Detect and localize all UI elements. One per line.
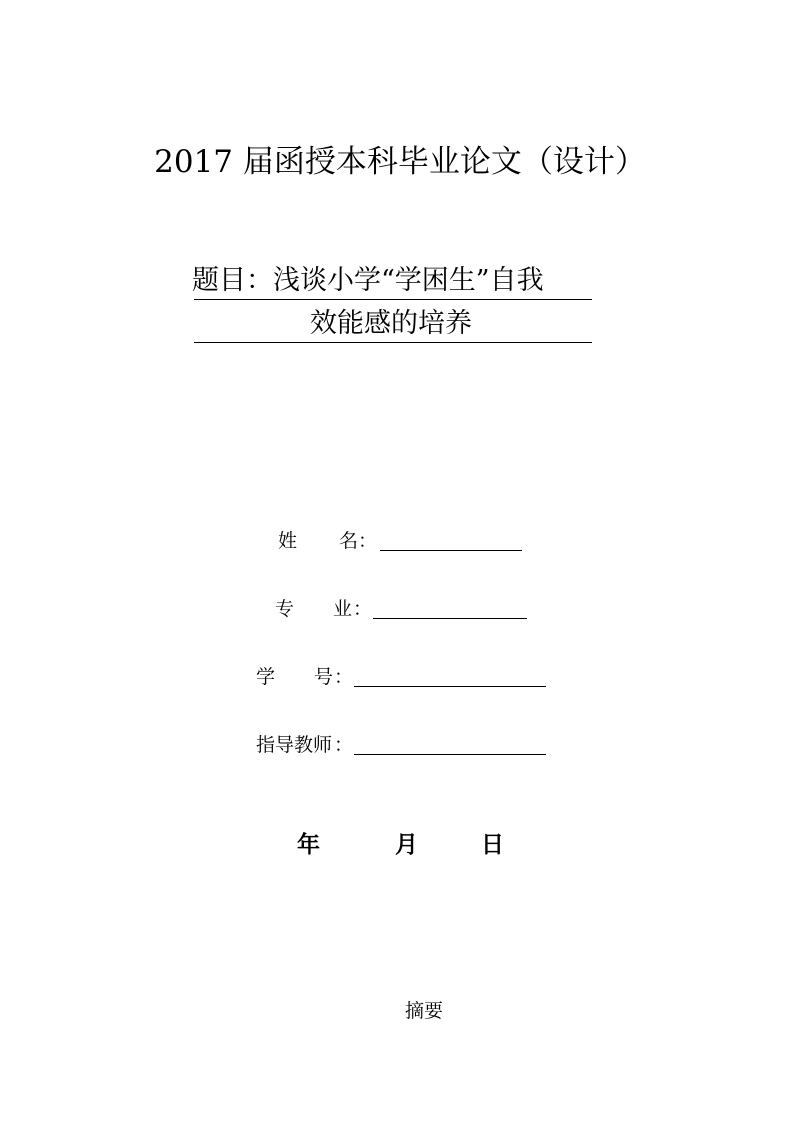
advisor-field: [256, 732, 551, 758]
student-id-blank-line[interactable]: [354, 686, 546, 687]
date-day: 日: [481, 832, 504, 858]
major-field: [275, 596, 530, 622]
advisor-label-colon: ：: [334, 734, 354, 756]
major-blank-line[interactable]: [373, 618, 527, 619]
advisor-label: 指导教师: [256, 734, 333, 756]
major-label-colon: ：: [353, 598, 373, 620]
date-year: 年: [297, 832, 320, 858]
advisor-blank-line[interactable]: [354, 754, 546, 755]
topic-line-1: [194, 263, 592, 300]
major-label-char-1: 专: [275, 598, 295, 620]
student-id-label-char-2: 号: [314, 666, 334, 688]
major-label-char-2: 业: [333, 598, 353, 620]
topic-line-2: [194, 306, 592, 343]
abstract-heading: 摘要: [405, 1000, 444, 1022]
student-id-label-char-1: 学: [256, 666, 276, 688]
topic-text-line-1: 题目：浅谈小学“学困生”自我: [192, 265, 544, 296]
name-label-colon: ：: [358, 530, 378, 552]
document-title: 2017 届函授本科毕业论文（设计）: [154, 144, 646, 180]
topic-text-line-2: 效能感的培养: [310, 308, 472, 339]
name-field: [278, 528, 528, 554]
student-id-label-colon: ：: [334, 666, 354, 688]
name-label-char-2: 名: [339, 530, 359, 552]
date-month: 月: [395, 832, 418, 858]
name-blank-line[interactable]: [380, 550, 522, 551]
name-label-char-1: 姓: [278, 530, 298, 552]
student-id-field: [256, 664, 551, 690]
